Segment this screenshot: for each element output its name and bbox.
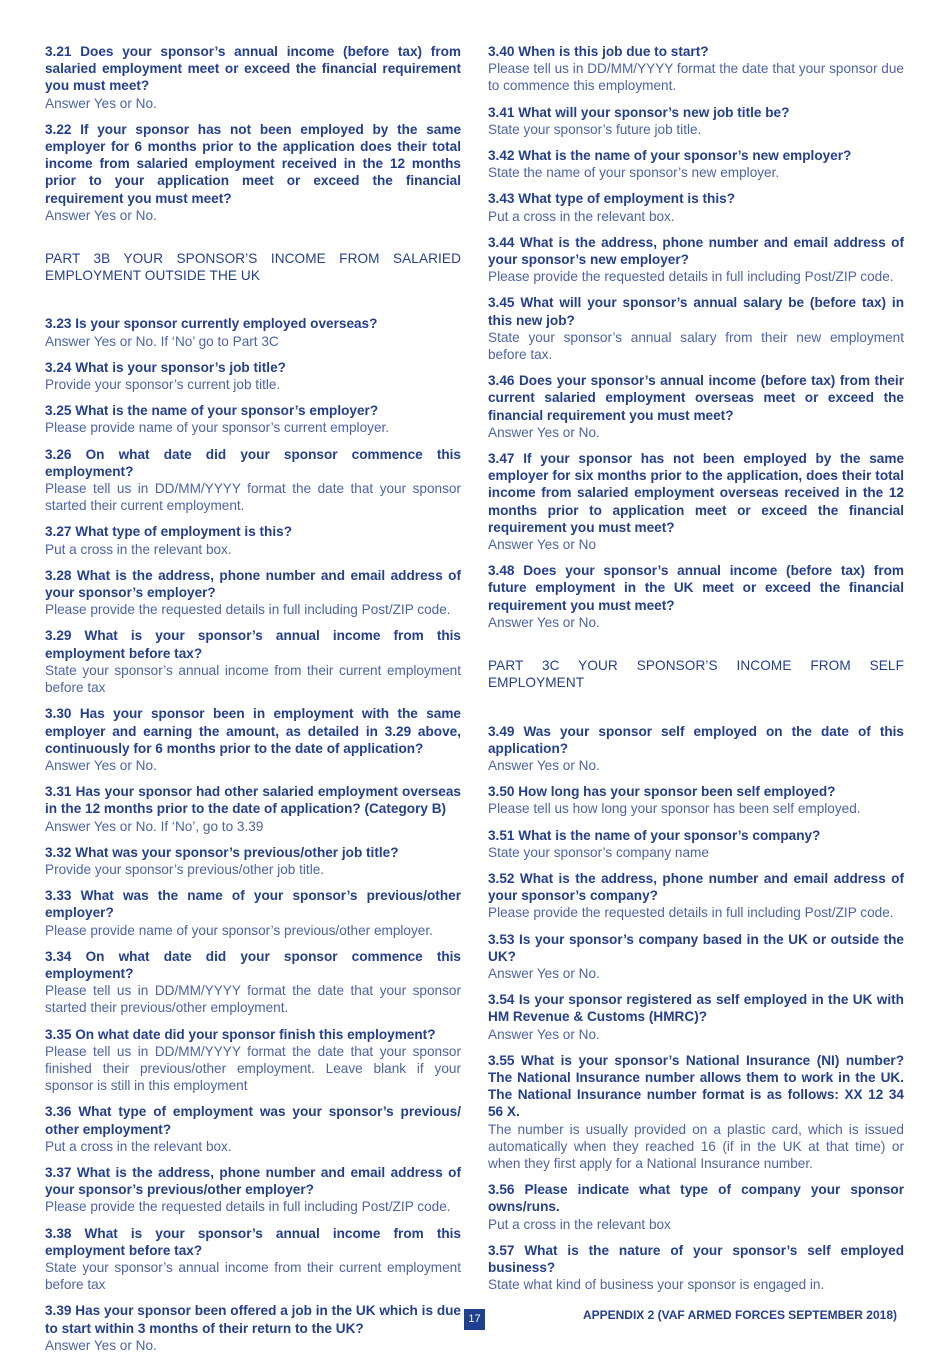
question-instruction: Put a cross in the relevant box <box>488 1216 671 1232</box>
question-block <box>45 948 461 1017</box>
question-title: 3.26 On what date did your sponsor commence this employment? <box>45 446 461 479</box>
question-block <box>45 446 461 515</box>
question-block <box>488 783 904 817</box>
question-title: 3.29 What is your sponsor’s annual income from this employment before tax? <box>45 628 461 661</box>
question-instruction: Answer Yes or No <box>488 537 597 553</box>
question-block <box>45 359 461 393</box>
question-title: 3.38 What is your sponsor’s annual income from this employment before tax? <box>45 1225 461 1258</box>
question-instruction: Please provide the requested details in full including Post/ZIP code. <box>45 1199 451 1215</box>
question-title: 3.39 Has your sponsor been offered a job in the UK which is due to start within 3 months of their return to the UK? <box>45 1303 461 1336</box>
question-block <box>488 372 904 441</box>
question-instruction: State your sponsor’s annual income from their current employment before tax <box>45 662 461 696</box>
question-title: 3.36 What type of employment was your sponsor’s previous/ other employment? <box>45 1104 461 1137</box>
question-title: 3.46 Does your sponsor’s annual income (before tax) from their current salaried employment overseas meet or exceed the financial requirement you must meet? <box>488 373 904 423</box>
question-title: 3.40 When is this job due to start? <box>488 44 709 59</box>
question-title: 3.33 What was the name of your sponsor’s previous/other employer? <box>45 888 461 921</box>
question-title: 3.21 Does your sponsor’s annual income (before tax) from salaried employment meet or exceed the financial requirement you must meet? <box>45 44 461 94</box>
question-block <box>45 783 461 835</box>
appendix-label: APPENDIX 2 (VAF ARMED FORCES SEPTEMBER 2018) <box>582 1308 897 1322</box>
question-instruction: Please tell us how long your sponsor has been self employed. <box>488 801 861 817</box>
question-instruction: Please tell us in DD/MM/YYYY format the date that your sponsor due to commence this employment. <box>488 61 904 94</box>
question-instruction: Answer Yes or No. <box>488 424 600 440</box>
question-title: 3.45 What will your sponsor’s annual salary be (before tax) in this new job? <box>488 295 904 328</box>
question-block <box>488 43 904 95</box>
question-instruction: Answer Yes or No. <box>488 757 600 773</box>
question-title: 3.37 What is the address, phone number and email address of your sponsor’s previous/other employer? <box>45 1164 461 1198</box>
question-title: 3.52 What is the address, phone number and email address of your sponsor’s company? <box>488 870 904 904</box>
question-instruction: State your sponsor’s future job title. <box>488 121 702 137</box>
question-title: 3.42 What is the name of your sponsor’s new employer? <box>488 148 852 164</box>
question-instruction: Answer Yes or No. <box>488 965 600 981</box>
question-block <box>488 1052 904 1172</box>
question-instruction: Answer Yes or No. <box>488 614 600 630</box>
question-title: 3.43 What type of employment is this? <box>488 191 735 207</box>
question-block <box>45 567 461 619</box>
question-block <box>488 827 904 861</box>
question-title: 3.32 What was your sponsor’s previous/other job title? <box>45 844 399 860</box>
question-instruction: State what kind of business your sponsor is engaged in. <box>488 1277 825 1293</box>
left-column <box>45 43 461 1363</box>
question-instruction: Answer Yes or No. If ‘No’ go to Part 3C <box>45 333 279 349</box>
question-block <box>45 1026 461 1095</box>
question-instruction: State your sponsor’s annual income from their current employment before tax <box>45 1259 461 1293</box>
question-title: 3.57 What is the nature of your sponsor’s self employed business? <box>488 1242 904 1275</box>
question-title: 3.25 What is the name of your sponsor’s employer? <box>45 403 379 419</box>
question-title: 3.35 On what date did your sponsor finish this employment? <box>45 1026 436 1042</box>
question-instruction: Answer Yes or No. <box>45 1337 157 1353</box>
question-block <box>488 870 904 922</box>
part-heading: PART 3B YOUR SPONSOR’S INCOME FROM SALARIED EMPLOYMENT OUTSIDE THE UK <box>45 251 461 284</box>
question-block <box>45 1103 461 1155</box>
question-title: 3.56 Please indicate what type of company your sponsor owns/runs. <box>488 1182 904 1215</box>
question-block <box>45 844 461 878</box>
question-instruction: Answer Yes or No. <box>488 1026 600 1042</box>
question-instruction: The number is usually provided on a plastic card, which is issued automatically when they reached 16 (if in the UK at that time) or when they first apply for a National Insurance number. <box>488 1121 904 1171</box>
question-instruction: Please provide the requested details in full including Post/ZIP code. <box>488 905 894 921</box>
question-title: 3.51 What is the name of your sponsor’s company? <box>488 827 821 843</box>
question-block <box>488 104 904 138</box>
question-block <box>488 562 904 631</box>
question-title: 3.47 If your sponsor has not been employed by the same employer for six months prior to the application, does their total income from salaried employment overseas received in the 12 months prior to application meet or exceed the financial requirement you must meet? <box>488 451 904 535</box>
question-instruction: Put a cross in the relevant box. <box>45 541 232 557</box>
question-title: 3.50 How long has your sponsor been self employed? <box>488 784 836 800</box>
question-title: 3.27 What type of employment is this? <box>45 524 292 540</box>
question-block <box>488 294 904 363</box>
question-block <box>45 523 461 557</box>
question-title: 3.34 On what date did your sponsor commence this employment? <box>45 948 461 981</box>
question-block <box>488 147 904 181</box>
question-title: 3.49 Was your sponsor self employed on the date of this application? <box>488 723 904 756</box>
question-block <box>45 627 461 696</box>
question-instruction: Please provide name of your sponsor’s current employer. <box>45 420 390 436</box>
question-instruction: Put a cross in the relevant box. <box>488 208 675 224</box>
question-block <box>488 991 904 1043</box>
question-instruction: Please tell us in DD/MM/YYYY format the date that your sponsor started their previous/other employment. <box>45 983 461 1016</box>
question-title: 3.24 What is your sponsor’s job title? <box>45 359 286 375</box>
question-title: 3.48 Does your sponsor’s annual income (before tax) from future employment in the UK meet or exceed the financial requirement you must meet? <box>488 563 904 613</box>
question-block <box>45 121 461 224</box>
question-instruction: Please provide name of your sponsor’s previous/other employer. <box>45 922 433 938</box>
question-title: 3.53 Is your sponsor’s company based in the UK or outside the UK? <box>488 931 904 964</box>
question-instruction: Please tell us in DD/MM/YYYY format the date that your sponsor started their current employment. <box>45 481 461 514</box>
question-block <box>45 1302 461 1354</box>
question-block <box>488 931 904 983</box>
question-block <box>45 43 461 112</box>
question-block <box>45 315 461 349</box>
question-title: 3.41 What will your sponsor’s new job title be? <box>488 104 790 120</box>
question-title: 3.44 What is the address, phone number and email address of your sponsor’s new employer? <box>488 234 904 268</box>
question-block <box>45 1225 461 1294</box>
question-block <box>45 402 461 436</box>
question-title: 3.31 Has your sponsor had other salaried employment overseas in the 12 months prior to the date of application? (Category B) <box>45 784 461 817</box>
question-instruction: Put a cross in the relevant box. <box>45 1138 232 1154</box>
question-title: 3.28 What is the address, phone number and email address of your sponsor’s employer? <box>45 567 461 601</box>
question-instruction: Answer Yes or No. If ‘No’, go to 3.39 <box>45 818 264 834</box>
page-number: 17 <box>464 1309 485 1330</box>
question-instruction: State the name of your sponsor’s new employer. <box>488 165 780 181</box>
question-block <box>488 450 904 553</box>
question-instruction: Answer Yes or No. <box>45 95 157 111</box>
question-instruction: Provide your sponsor’s current job title. <box>45 377 281 393</box>
question-block <box>488 723 904 775</box>
question-title: 3.54 Is your sponsor registered as self employed in the UK with HM Revenue & Customs (HMRC)? <box>488 992 904 1025</box>
question-instruction: Please provide the requested details in full including Post/ZIP code. <box>45 602 451 618</box>
part-heading: PART 3C YOUR SPONSOR’S INCOME FROM SELF EMPLOYMENT <box>488 658 904 691</box>
question-block <box>488 1181 904 1233</box>
question-instruction: Answer Yes or No. <box>45 757 157 773</box>
question-instruction: State your sponsor’s company name <box>488 844 709 860</box>
question-instruction: Please provide the requested details in full including Post/ZIP code. <box>488 269 894 285</box>
question-instruction: State your sponsor’s annual salary from their new employment before tax. <box>488 329 904 363</box>
question-title: 3.22 If your sponsor has not been employed by the same employer for 6 months prior to the application does their total income from salaried employment received in the 12 months prior to your application meet or exceed the financial requirement you must meet? <box>45 121 461 206</box>
question-block <box>488 190 904 224</box>
question-block <box>45 705 461 774</box>
question-block <box>488 1242 904 1294</box>
right-column <box>488 43 904 1302</box>
question-title: 3.30 Has your sponsor been in employment with the same employer and earning the amount, as detailed in 3.29 above, continuously for 6 months prior to the date of application? <box>45 706 461 756</box>
question-instruction: Provide your sponsor’s previous/other job title. <box>45 861 325 877</box>
question-instruction: Answer Yes or No. <box>45 207 157 223</box>
question-block <box>488 234 904 286</box>
question-instruction: Please tell us in DD/MM/YYYY format the date that your sponsor finished their previous/other employment. Leave blank if your sponsor is still in this employment <box>45 1043 461 1094</box>
question-title: 3.23 Is your sponsor currently employed overseas? <box>45 316 378 332</box>
question-title: 3.55 What is your sponsor’s National Insurance (NI) number? The National Insurance number allows them to work in the UK. The National Insurance number format is as follows: XX 12 34 56 X. <box>488 1052 904 1120</box>
question-block <box>45 887 461 939</box>
question-block <box>45 1164 461 1216</box>
